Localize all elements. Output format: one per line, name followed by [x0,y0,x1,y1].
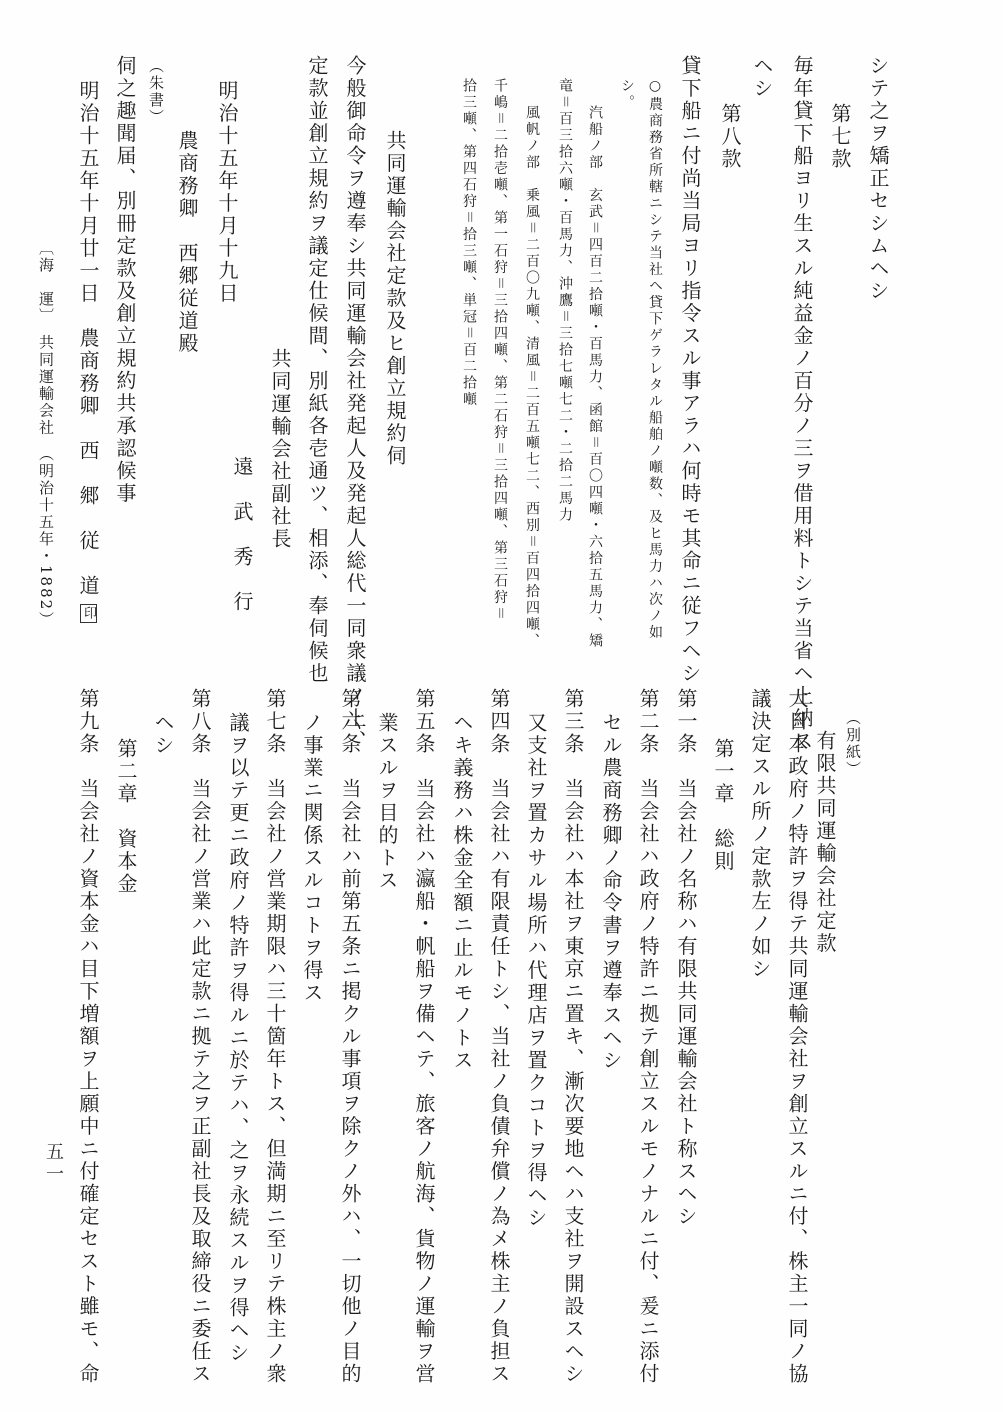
signer-name: 遠 武 秀 行 [230,456,254,614]
article-column: 第六条 当会社ハ前第五条ニ掲クル事項ヲ除クノ外ハ、一切他ノ目的 [338,688,362,1386]
article-column: 第一条 当会社ノ名称ハ有限共同運輸会社ト称スヘシ [674,688,698,1228]
article-column: 第七条 当会社ノ営業期限ハ三十箇年トス、但満期ニ至リテ株主ノ衆 [263,688,287,1386]
article-column: 第三条 当会社ハ本社ヲ東京ニ置キ、漸次要地ヘハ支社ヲ開設スヘシ [561,688,585,1386]
chapter-heading: 第一章 総則 [711,738,735,873]
text-column: 毎年貸下船ヨリ生スル純益金ノ百分ノ三ヲ借用料トシテ当省ヘ上納ス [790,55,814,753]
text-column: 定款並創立規約ヲ議定仕候間、別紙各壱通ツ、相添、奉伺候也 [305,55,329,685]
ship-list-column: 竜＝百三拾六噸・百馬力、沖鷹＝三拾七噸七二・二拾二馬力 [557,78,573,524]
article-column: 又支社ヲ置カサル場所ハ代理店ヲ置クコトヲ得ヘシ [524,712,548,1230]
article-column: 第五条 当会社ハ瀛船・帆船ヲ備ヘテ、旅客ノ航海、貨物ノ運輸ヲ営 [412,688,436,1386]
article-column: ヘキ義務ハ株金全額ニ止ルモノトス [450,712,474,1072]
ship-list-column: 風帆ノ部 乗風＝二百〇九噸、清風＝二百五噸七二、西別＝百四拾四噸、 [524,105,540,650]
seal-stamp: 印 [81,605,96,621]
article-column: 第四条 当会社ハ有限責任トシ、当社ノ負債弁償ノ為メ株主ノ負担ス [487,688,511,1386]
ship-list-column: 千嶋＝二拾壱噸、第一石狩＝三拾四噸、第二石狩＝三拾四噸、第三石狩＝ [492,78,508,623]
clause-heading: 第七款 [828,103,852,171]
section-title: 共同運輸会社定款及ヒ創立規約伺 [383,130,407,468]
article-column: セル農商務卿ノ命令書ヲ遵奉スヘシ [599,712,623,1072]
text-column: 今般御命令ヲ遵奉シ共同運輸会社発起人及発起人総代一同衆議ノ上、 [343,55,367,753]
vermilion-note: （朱書） [147,58,165,126]
note-column: ○農商務省所轄ニシテ当社ヘ貸下ゲラレタル船舶ノ噸数、及ヒ馬力ハ次ノ如 [647,78,663,641]
running-header: 〔海 運〕 共同運輸会社 （明治十五年・1882） [37,240,55,629]
text-column: 議決定スル所ノ定款左ノ如シ [748,688,772,981]
approval-date: 明治十五年十月廿一日 農商務卿 西 郷 従 道印 [76,80,100,621]
article-column: 第二条 当会社ハ政府ノ特許ニ拠テ創立スルモノナルニ付、爰ニ添付 [636,688,660,1386]
document-title: 有限共同運輸会社定款 [813,730,837,955]
clause-heading: 第八款 [718,103,742,171]
article-column: 業スルヲ目的トス [375,712,399,892]
text-column: ヘシ [750,55,774,100]
signer-title: 共同運輸会社副社長 [268,348,292,551]
note-column: シ。 [619,78,635,111]
article-column: 議ヲ以テ更ニ政府ノ特許ヲ得ルニ於テハ、之ヲ永続スルヲ得ヘシ [226,712,250,1365]
addressee: 農商務卿 西郷従道殿 [175,130,199,355]
attachment-label: （別紙） [844,710,862,778]
text-column: シテ之ヲ矯正セシムヘシ [866,55,890,303]
article-column: 第九条 当会社ノ資本金ハ目下増額ヲ上願中ニ付確定セスト雖モ、命 [76,688,100,1386]
text-column: 大日本政府ノ特許ヲ得テ共同運輸会社ヲ創立スルニ付、株主一同ノ協 [785,688,809,1386]
text-column: 貸下船ニ付尚当局ヨリ指令スル事アラハ何時モ其命ニ従フヘシ [678,55,702,685]
date-line: 明治十五年十月十九日 [215,80,239,305]
article-column: ヘシ [151,712,175,757]
article-column: ノ事業ニ関係スルコトヲ得ス [300,712,324,1005]
page-number: 五一 [43,1142,64,1186]
ship-list-column: 拾三噸、第四石狩＝拾三噸、単冠＝百二拾噸 [461,78,477,408]
article-column: 第八条 当会社ノ営業ハ此定款ニ拠テ之ヲ正副社長及取締役ニ委任ス [188,688,212,1386]
ship-list-column: 汽船ノ部 玄武＝四百二拾噸・百馬力、函館＝百〇四噸・六拾五馬力、矯 [587,105,603,650]
chapter-heading: 第二章 資本金 [114,738,138,896]
approval-text: 伺之趣聞届、別冊定款及創立規約共承認候事 [113,55,137,505]
